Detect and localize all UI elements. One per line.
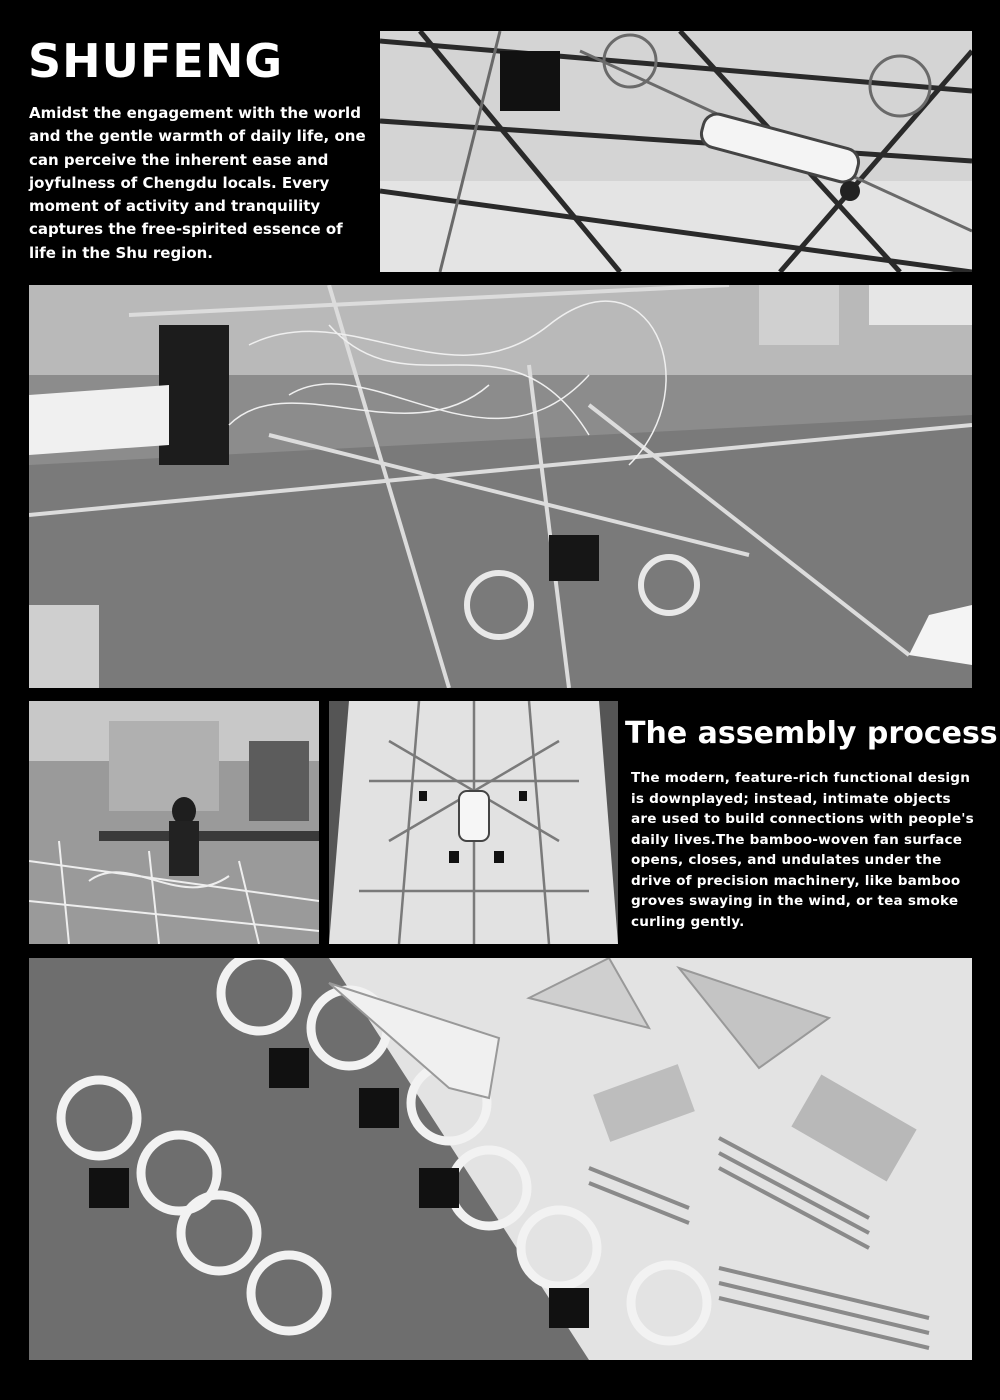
page-title: SHUFENG xyxy=(28,34,284,88)
assembly-description: The modern, feature-rich functional design is downplayed; instead, intimate objects are used to build connections with people's daily lives.The bamboo-woven fan surface opens, closes, and undulates under the drive of precision machinery, like bamboo groves swaying in the wind, or tea smoke curling gently. xyxy=(631,770,974,930)
photo-frame-topdown xyxy=(329,701,618,944)
photo-assembly-workshop xyxy=(29,701,319,944)
photo-mechanism-closeup xyxy=(380,31,972,272)
photo-parts-layout xyxy=(29,958,972,1360)
photo-workshop-wide xyxy=(29,285,972,688)
intro-paragraph: Amidst the engagement with the world and the gentle warmth of daily life, one can perceive the inherent ease and joyfulness of Chengdu locals. Every moment of activity and tranquility captures the free-spirited essence of life in the Shu region. xyxy=(29,104,366,262)
assembly-heading: The assembly process xyxy=(625,716,998,751)
